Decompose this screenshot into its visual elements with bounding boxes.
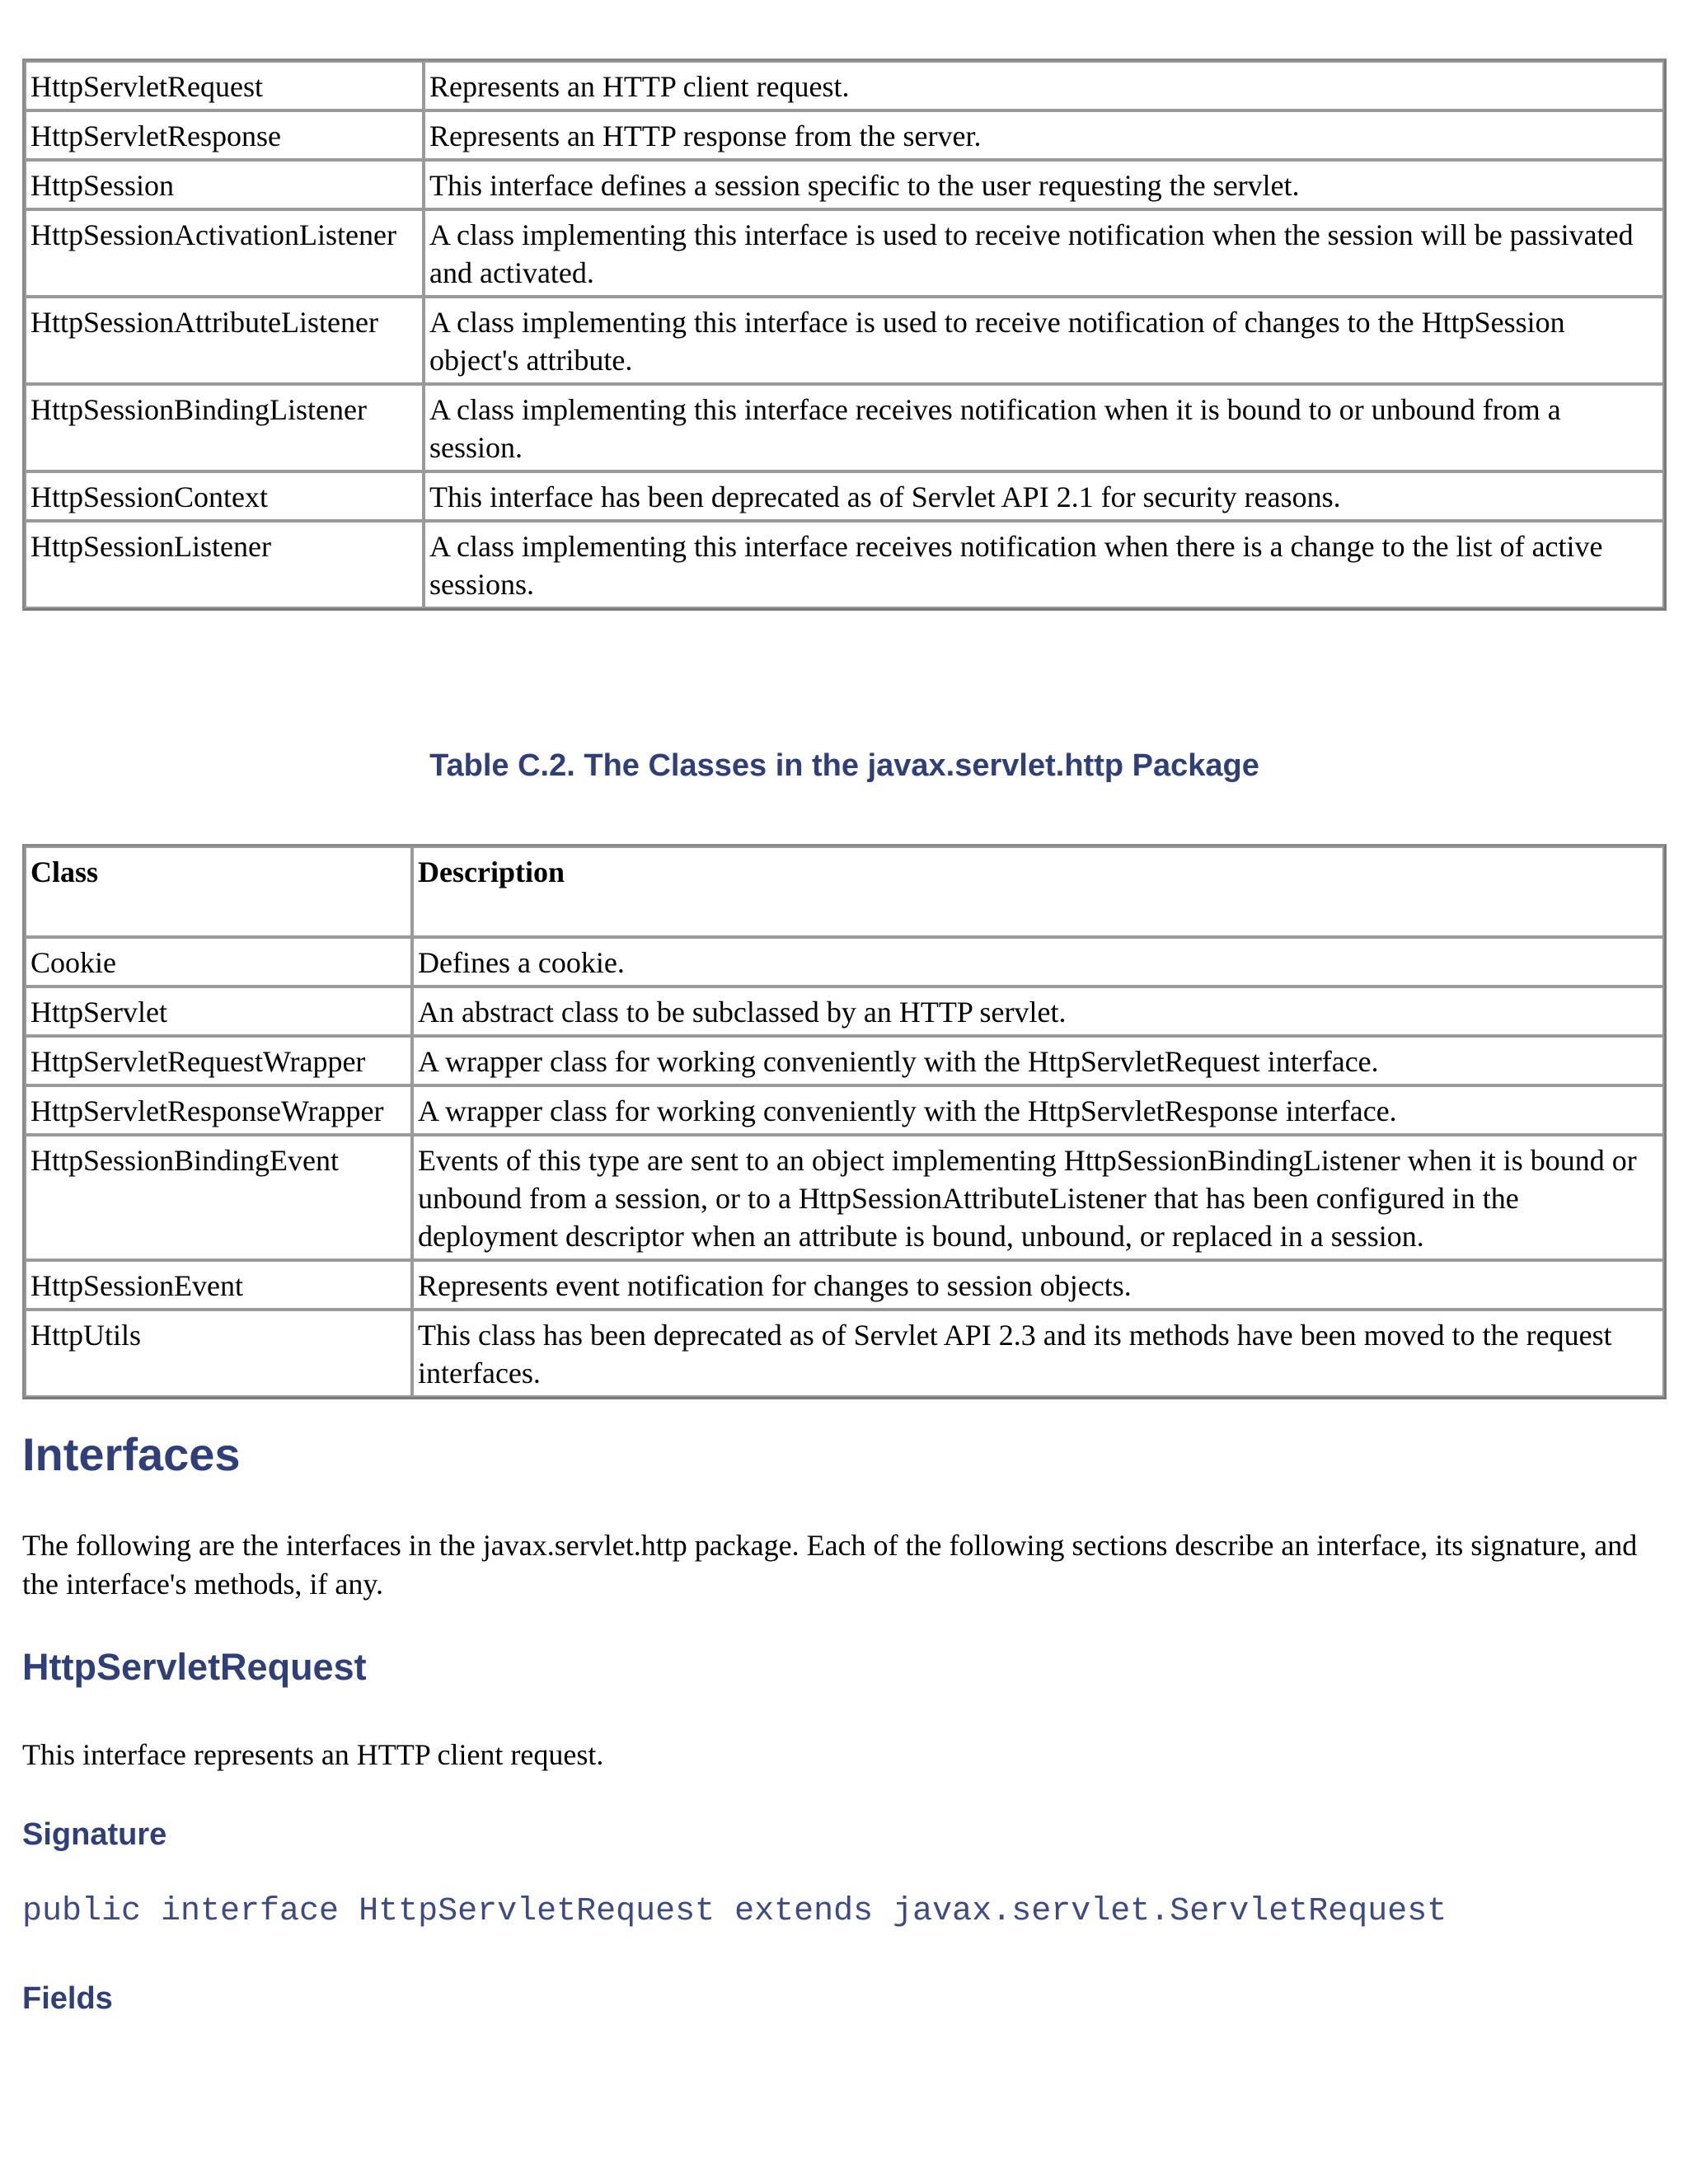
column-header-class: Class — [25, 846, 412, 937]
class-row — [25, 1085, 1664, 1135]
classes-table-header-row — [25, 846, 1664, 937]
interface-name-cell: HttpSessionActivationListener — [25, 209, 424, 297]
class-description-cell: Events of this type are sent to an object implementing HttpSessionBindingListener when it is bound or unbound from a session, or to a HttpSessionAttributeListener that has been configured in the deployment descriptor when an attribute is bound, unbound, or replaced in a session. — [412, 1135, 1664, 1260]
class-row — [25, 937, 1664, 987]
signature-heading-wrap — [22, 1817, 166, 1853]
interface-row — [25, 110, 1664, 160]
class-row — [25, 1310, 1664, 1397]
fields-heading-wrap — [22, 1981, 113, 2017]
interface-description-cell: A class implementing this interface is used to receive notification when the session will be passivated and activated. — [424, 209, 1664, 297]
class-description-cell: A wrapper class for working conveniently with the HttpServletRequest interface. — [412, 1036, 1664, 1085]
class-description-cell: Represents event notification for changes to session objects. — [412, 1260, 1664, 1310]
httpservletrequest-description: This interface represents an HTTP client request. — [22, 1738, 604, 1771]
table-c2-caption-wrap — [22, 748, 1667, 784]
interface-row — [25, 471, 1664, 521]
class-name-cell: Cookie — [25, 937, 412, 987]
interfaces-heading: Interfaces — [22, 1428, 241, 1480]
interface-row — [25, 521, 1664, 608]
interface-description-cell: This interface has been deprecated as of Servlet API 2.1 for security reasons. — [424, 471, 1664, 521]
class-name-cell: HttpServlet — [25, 987, 412, 1036]
interface-row — [25, 384, 1664, 471]
class-row — [25, 987, 1664, 1036]
interface-description-cell: This interface defines a session specific to the user requesting the servlet. — [424, 160, 1664, 209]
class-name-cell: HttpServletResponseWrapper — [25, 1085, 412, 1135]
httpservletrequest-description-wrap — [22, 1736, 603, 1774]
interfaces-table — [22, 59, 1667, 611]
interface-description-cell: Represents an HTTP client request. — [424, 61, 1664, 110]
class-name-cell: HttpUtils — [25, 1310, 412, 1397]
interfaces-intro: The following are the interfaces in the javax.servlet.http package. Each of the following sections describe an interface, its signature, and the interface's methods, if any. — [22, 1529, 1638, 1601]
class-description-cell: This class has been deprecated as of Servlet API 2.3 and its methods have been moved to the request interfaces. — [412, 1310, 1664, 1397]
interface-name-cell: HttpSession — [25, 160, 424, 209]
interface-description-cell: A class implementing this interface is used to receive notification of changes to the HttpSession object's attribute. — [424, 297, 1664, 384]
interfaces-heading-wrap — [22, 1427, 241, 1481]
interface-description-cell: A class implementing this interface receives notification when there is a change to the list of active sessions. — [424, 521, 1664, 608]
signature-heading: Signature — [22, 1817, 167, 1852]
interface-description-cell: Represents an HTTP response from the server. — [424, 110, 1664, 160]
interface-name-cell: HttpServletRequest — [25, 61, 424, 110]
signature-code: public interface HttpServletRequest extends javax.servlet.ServletRequest — [22, 1893, 1447, 1930]
interface-row — [25, 209, 1664, 297]
column-header-description: Description — [412, 846, 1664, 937]
class-name-cell: HttpSessionBindingEvent — [25, 1135, 412, 1260]
fields-heading: Fields — [22, 1981, 113, 2016]
class-description-cell: A wrapper class for working conveniently with the HttpServletResponse interface. — [412, 1085, 1664, 1135]
httpservletrequest-heading: HttpServletRequest — [22, 1646, 367, 1688]
interface-row — [25, 297, 1664, 384]
interface-row — [25, 61, 1664, 110]
interfaces-intro-wrap — [22, 1526, 1638, 1604]
class-description-cell: Defines a cookie. — [412, 937, 1664, 987]
interface-name-cell: HttpSessionBindingListener — [25, 384, 424, 471]
interface-row — [25, 160, 1664, 209]
classes-table-body — [25, 937, 1664, 1397]
class-name-cell: HttpServletRequestWrapper — [25, 1036, 412, 1085]
class-name-cell: HttpSessionEvent — [25, 1260, 412, 1310]
document-page — [22, 59, 1667, 611]
interface-name-cell: HttpServletResponse — [25, 110, 424, 160]
table-c2-caption: Table C.2. The Classes in the javax.servlet.http Package — [429, 748, 1259, 783]
class-row — [25, 1036, 1664, 1085]
classes-table-wrap — [22, 844, 1667, 1399]
class-row — [25, 1135, 1664, 1260]
class-row — [25, 1260, 1664, 1310]
interface-name-cell: HttpSessionListener — [25, 521, 424, 608]
httpservletrequest-heading-wrap — [22, 1646, 367, 1689]
classes-table — [22, 844, 1667, 1399]
interface-name-cell: HttpSessionContext — [25, 471, 424, 521]
interfaces-table-body — [25, 61, 1664, 608]
signature-code-wrap — [22, 1893, 1447, 1930]
interface-description-cell: A class implementing this interface receives notification when it is bound to or unbound from a session. — [424, 384, 1664, 471]
interface-name-cell: HttpSessionAttributeListener — [25, 297, 424, 384]
class-description-cell: An abstract class to be subclassed by an HTTP servlet. — [412, 987, 1664, 1036]
